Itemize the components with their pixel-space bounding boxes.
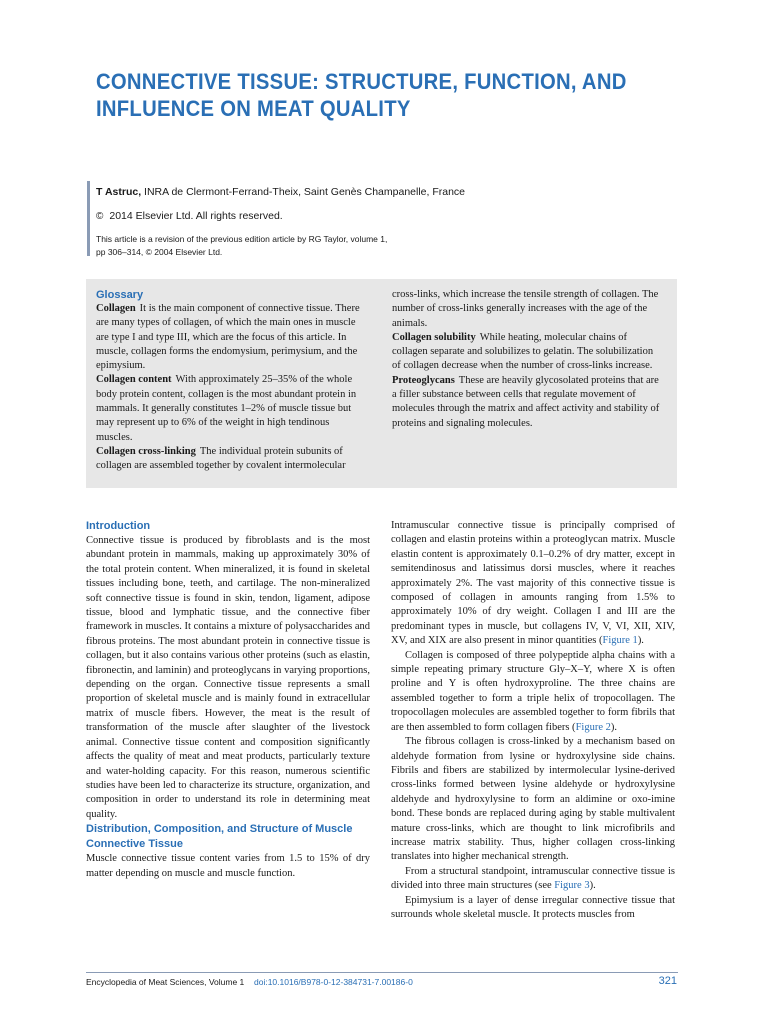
glossary-entry: [96, 302, 364, 373]
body-paragraph: Muscle connective tissue content varies from 1.5 to 15% of dry matter depending on muscle and muscle function.: [86, 853, 370, 879]
glossary-entry: [392, 331, 660, 374]
glossary-column-left: [96, 288, 364, 474]
body-paragraph: [391, 649, 675, 735]
body-column-right: [391, 519, 675, 922]
author-affiliation: INRA de Clermont-Ferrand-Theix, Saint Genès Champanelle, France: [144, 186, 466, 198]
glossary-definition: The individual protein subunits of collagen are assembled together by covalent intermolecular: [96, 445, 346, 472]
footer-rule: [86, 972, 678, 973]
copyright-line: [96, 210, 536, 222]
metadata-rule: [87, 181, 90, 256]
author-line: [96, 186, 536, 198]
revision-note: This article is a revision of the previous edition article by RG Taylor, volume 1, pp 306–314, © 2004 Elsevier Ltd.: [96, 234, 388, 257]
section-heading-distribution: Distribution, Composition, and Structure of Muscle Connective Tissue: [86, 823, 353, 851]
glossary-term: Collagen cross-linking: [96, 445, 196, 457]
footer-source: Encyclopedia of Meat Sciences, Volume 1: [86, 977, 245, 987]
glossary-definition: It is the main component of connective tissue. There are many types of collagen, of which the main ones in muscle are type I and type III, which are the focus of this article. In muscle, collagen forms the endomysium, perimysium, and the epimysium.: [96, 303, 360, 372]
glossary-entry: [96, 445, 364, 474]
copyright-text: 2014 Elsevier Ltd. All rights reserved.: [109, 210, 283, 222]
article-title: CONNECTIVE TISSUE: STRUCTURE, FUNCTION, AND INFLUENCE ON MEAT QUALITY: [96, 69, 627, 121]
glossary-continuation: cross-links, which increase the tensile strength of collagen. The number of cross-links generally increases with the age of the animals.: [392, 289, 659, 329]
glossary-term: Collagen content: [96, 374, 172, 386]
body-paragraph: Connective tissue is produced by fibroblasts and is the most abundant protein in mammals, making up approximately 30% of the total protein content. When mineralized, it is found in skeletal tissues including bone, teeth, and cartilage. The non-mineralized soft connective tissue is found in skin, tendon, ligament, adipose tissue, blood and lymphatic tissue, and the connective fiber framework in muscles. It contains a mixture of polysaccharides and fibrous proteins. The most abundant protein in connective tissue is collagen, but it also contains various other proteins (such as elastin, fibronectin, and laminin) and proteoglycans in varying proportions, depending on the organ. Connective tissue represents a small proportion of skeletal muscle and is mainly found in extracellular matrix of muscle fibers. However, the meat is the result of transformation of the muscle after slaughter of the livestock animal. Connective tissue content and composition significantly affects the quality of meat and meat products, particularly texture and water-holding capacity. For this reason, numerous scientific studies have been led to characterize its structure, organization, and composition in order to understand its role in determining meat quality.: [86, 535, 370, 820]
footer-doi-link[interactable]: doi:10.1016/B978-0-12-384731-7.00186-0: [254, 977, 413, 987]
glossary-definition: While heating, molecular chains of collagen separate and solubilizes to gelatin. The solubilization of collagen decrease when the number of cross-links increase.: [392, 331, 654, 372]
body-paragraph: The fibrous collagen is cross-linked by a mechanism based on aldehyde formation from lysine or hydroxylysine side chains. Fibrils and fibers are stabilized by intermolecular lysine-derived cross-links formed between lysine aldehyde or hydroxylysine aldehyde and hydroxylysine to form an aldimine or oxo-imine bond. These bonds are replaced during aging by stable multivalent mature cross-links, which are thought to link microfibrils and increase matrix stability. Thus, higher collagen cross-linking translates into higher mechanical strength.: [391, 736, 675, 863]
glossary-heading: Glossary: [96, 289, 144, 301]
body-paragraph: Epimysium is a layer of dense irregular connective tissue that surrounds whole skeletal muscle. It protects muscles from: [391, 894, 675, 920]
glossary-term: Collagen: [96, 303, 136, 314]
glossary-definition: With approximately 25–35% of the whole body protein content, collagen is the most abundant protein in mammals. It generally constitutes 1–2% of muscle tissue but may represent up to 6% of the weight in high tendinous muscles.: [96, 374, 357, 443]
paragraph-text: ).: [610, 721, 617, 733]
glossary-column-right: [392, 288, 660, 431]
section-heading-introduction: Introduction: [86, 520, 151, 532]
figure-2-link[interactable]: Figure 2: [575, 721, 611, 733]
glossary-term: Proteoglycans: [392, 374, 455, 386]
glossary-entry: [392, 374, 660, 431]
page-number: 321: [658, 975, 677, 987]
paragraph-text: From a structural standpoint, intramuscular connective tissue is divided into three main structures (see: [391, 865, 675, 892]
paragraph-text: Collagen is composed of three polypeptide alpha chains with a simple repeating primary structure Gly–X–Y, where X is often proline and Y is often hydroxyproline. The three chains are assembled together to form a triple helix of tropocollagen. The tropocollagen molecules are assembled together to form fibrils that are then assembled to form collagen fibers (: [391, 649, 675, 733]
paragraph-text: ).: [589, 880, 596, 892]
figure-1-link[interactable]: Figure 1: [602, 635, 638, 647]
glossary-entry: [96, 373, 364, 444]
body-paragraph: [391, 519, 675, 649]
body-column-left: [86, 519, 370, 881]
body-paragraph: [391, 865, 675, 894]
paragraph-text: Intramuscular connective tissue is principally comprised of collagen and elastin proteins within a proteoglycan matrix. Muscle elastin content is approximately 0.1–0.2% of dry matter, except in semitendinosus and latissimus dorsi muscles, where it reaches approximately 2%. The vast majority of this connective tissue is composed of collagen in amounts ranging from 1.5% to approximately 10% of dry weight. Collagen I and III are the predominant types in muscle, but collagens IV, V, VI, XII, XIV, XV, and XIX are also present in minor quantities (: [391, 520, 675, 647]
paragraph-text: ).: [637, 635, 644, 647]
author-name: T Astruc,: [96, 186, 142, 198]
glossary-term: Collagen solubility: [392, 331, 476, 343]
copyright-icon: ©: [96, 211, 104, 222]
glossary-definition: These are heavily glycosolated proteins that are a filler substance between cells that regulate movement of molecules through the matrix and affect activity and stability of proteins and signaling molecules.: [392, 374, 660, 429]
figure-3-link[interactable]: Figure 3: [554, 880, 590, 892]
glossary-box: [86, 279, 677, 488]
